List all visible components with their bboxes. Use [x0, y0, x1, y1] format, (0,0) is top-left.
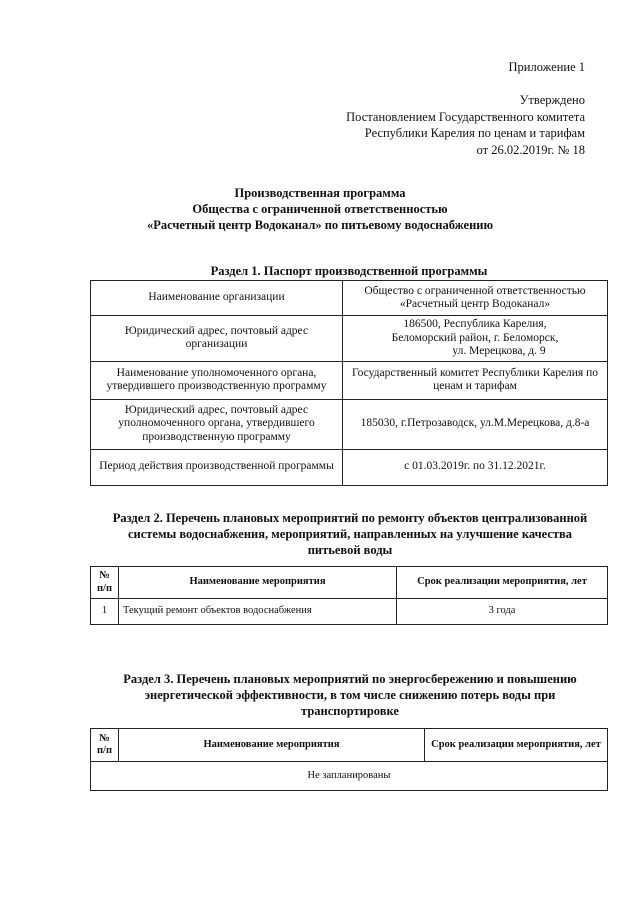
table-cell: 1 [91, 599, 119, 625]
table-row [91, 399, 608, 449]
heading-line: транспортировке [301, 704, 399, 718]
table-row [91, 316, 608, 362]
approval-line: Республики Карелия по ценам и тарифам [364, 126, 585, 140]
column-header: № п/п [91, 567, 119, 599]
approval-line: от 26.02.2019г. № 18 [476, 142, 585, 157]
table-cell: Наименование уполномоченного органа, утвердившего производственную программу [91, 361, 343, 399]
table-cell: Юридический адрес, почтовый адрес организации [91, 316, 343, 362]
heading-line: Раздел 3. Перечень плановых мероприятий по энергосбережению и повышению [123, 672, 577, 686]
column-header: Наименование мероприятия [119, 567, 397, 599]
table-cell: Период действия производственной программы [91, 449, 343, 485]
table-row [91, 449, 608, 485]
address-line: ул. Мерецкова, д. 9 [452, 345, 546, 357]
table-cell: Наименование организации [91, 281, 343, 316]
heading-line: системы водоснабжения, мероприятий, направленных на улучшение качества [127, 527, 573, 541]
heading-line: питьевой воды [307, 543, 393, 557]
approval-line: Утверждено [519, 93, 585, 107]
document-title [0, 185, 640, 233]
column-header: Срок реализации мероприятия, лет [425, 729, 608, 762]
title-line: Общества с ограниченной ответственностью [192, 202, 448, 216]
appendix-label: Приложение 1 [508, 60, 585, 74]
title-line: Производственная программа [234, 186, 406, 200]
column-header: Срок реализации мероприятия, лет [397, 567, 608, 599]
section1-heading: Раздел 1. Паспорт производственной программы [210, 264, 488, 278]
heading-line: Раздел 2. Перечень плановых мероприятий по ремонту объектов централизованной [112, 511, 588, 525]
table-cell: 3 года [397, 599, 608, 625]
table-header-row [91, 567, 608, 599]
table-cell: 185030, г.Петрозаводск, ул.М.Мерецкова, д.8-а [343, 399, 608, 449]
address-line: 186500, Республика Карелия, [403, 318, 547, 330]
passport-table [90, 280, 608, 486]
table-header-row [91, 729, 608, 762]
table-cell: Общество с ограниченной ответственностью «Расчетный центр Водоканал» [343, 281, 608, 316]
table-row [91, 599, 608, 625]
table-cell: Текущий ремонт объектов водоснабжения [119, 599, 397, 625]
empty-message: Не запланированы [91, 762, 608, 791]
title-line: «Расчетный центр Водоканал» по питьевому водоснабжению [146, 218, 494, 232]
table-cell [343, 316, 608, 362]
column-header: № п/п [91, 729, 119, 762]
column-header: Наименование мероприятия [119, 729, 425, 762]
energy-measures-table [90, 728, 608, 791]
table-cell: с 01.03.2019г. по 31.12.2021г. [343, 449, 608, 485]
table-cell: Государственный комитет Республики Карелия по ценам и тарифам [343, 361, 608, 399]
section2-heading [80, 510, 620, 558]
table-row [91, 281, 608, 316]
table-cell: Юридический адрес, почтовый адрес уполномоченного органа, утвердившего производственную программу [91, 399, 343, 449]
table-row [91, 762, 608, 791]
heading-line: энергетической эффективности, в том числе снижению потерь воды при [144, 688, 556, 702]
repair-measures-table [90, 566, 608, 625]
address-line: Беломорский район, г. Беломорск, [391, 331, 559, 344]
section3-heading [80, 671, 620, 719]
approval-block [346, 92, 585, 158]
approval-line: Постановлением Государственного комитета [346, 109, 585, 124]
table-row [91, 361, 608, 399]
